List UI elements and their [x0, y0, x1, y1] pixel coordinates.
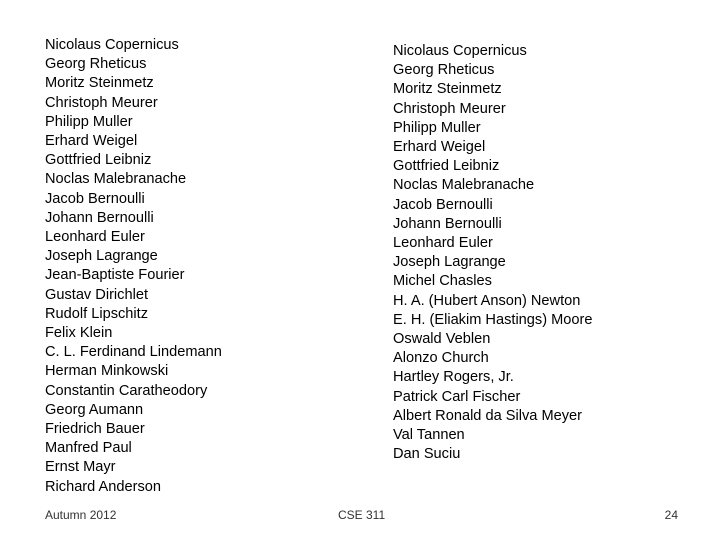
list-item: Michel Chasles — [393, 273, 492, 290]
list-item: Nicolaus Copernicus — [393, 43, 527, 59]
list-item: Georg Rheticus — [393, 62, 495, 79]
list-item: Dan Suciu — [393, 446, 461, 463]
list-item: C. L. Ferdinand Lindemann — [45, 344, 222, 361]
left-name-list — [45, 36, 222, 497]
list-item: Georg Aumann — [45, 401, 144, 418]
list-item: Gustav Dirichlet — [45, 286, 148, 303]
list-item: Gottfried Leibniz — [45, 152, 152, 169]
list-item: Christoph Meurer — [393, 100, 506, 117]
list-item: Philipp Muller — [45, 113, 133, 130]
list-item: Patrick Carl Fischer — [393, 388, 521, 405]
list-item: H. A. (Hubert Anson) Newton — [393, 292, 581, 309]
list-item: Noclas Malebranache — [393, 177, 535, 194]
list-item: Moritz Steinmetz — [393, 81, 502, 98]
list-item: Noclas Malebranache — [45, 171, 187, 188]
list-item: Herman Minkowski — [45, 363, 169, 380]
list-item: Joseph Lagrange — [393, 254, 506, 271]
list-item: Georg Rheticus — [45, 56, 147, 73]
footer-course: CSE 311 — [338, 508, 386, 522]
list-item: Erhard Weigel — [45, 133, 138, 150]
list-item: Jacob Bernoulli — [45, 190, 145, 207]
list-item: Ernst Mayr — [45, 459, 116, 476]
list-item: Leonhard Euler — [393, 235, 493, 252]
list-item: E. H. (Eliakim Hastings) Moore — [393, 311, 593, 328]
footer-page-number: 24 — [664, 508, 678, 522]
list-item: Johann Bernoulli — [45, 209, 154, 226]
list-item: Richard Anderson — [45, 478, 162, 495]
list-item: Manfred Paul — [45, 440, 132, 457]
list-item: Nicolaus Copernicus — [45, 37, 179, 53]
list-item: Philipp Muller — [393, 119, 481, 136]
list-item: Friedrich Bauer — [45, 421, 145, 438]
list-item: Christoph Meurer — [45, 94, 158, 111]
list-item: Oswald Veblen — [393, 331, 491, 348]
list-item: Constantin Caratheodory — [45, 382, 208, 399]
footer-date: Autumn 2012 — [45, 508, 117, 522]
list-item: Gottfried Leibniz — [393, 158, 500, 175]
list-item: Erhard Weigel — [393, 139, 486, 156]
list-item: Val Tannen — [393, 427, 465, 444]
list-item: Johann Bernoulli — [393, 215, 502, 232]
list-item: Jean-Baptiste Fourier — [45, 267, 185, 284]
list-item: Hartley Rogers, Jr. — [393, 369, 514, 386]
list-item: Alonzo Church — [393, 350, 489, 367]
right-name-list — [393, 42, 593, 464]
list-item: Jacob Bernoulli — [393, 196, 493, 213]
list-item: Moritz Steinmetz — [45, 75, 154, 92]
list-item: Joseph Lagrange — [45, 248, 158, 265]
list-item: Rudolf Lipschitz — [45, 305, 149, 322]
list-item: Leonhard Euler — [45, 229, 145, 246]
list-item: Felix Klein — [45, 325, 113, 342]
list-item: Albert Ronald da Silva Meyer — [393, 407, 582, 424]
